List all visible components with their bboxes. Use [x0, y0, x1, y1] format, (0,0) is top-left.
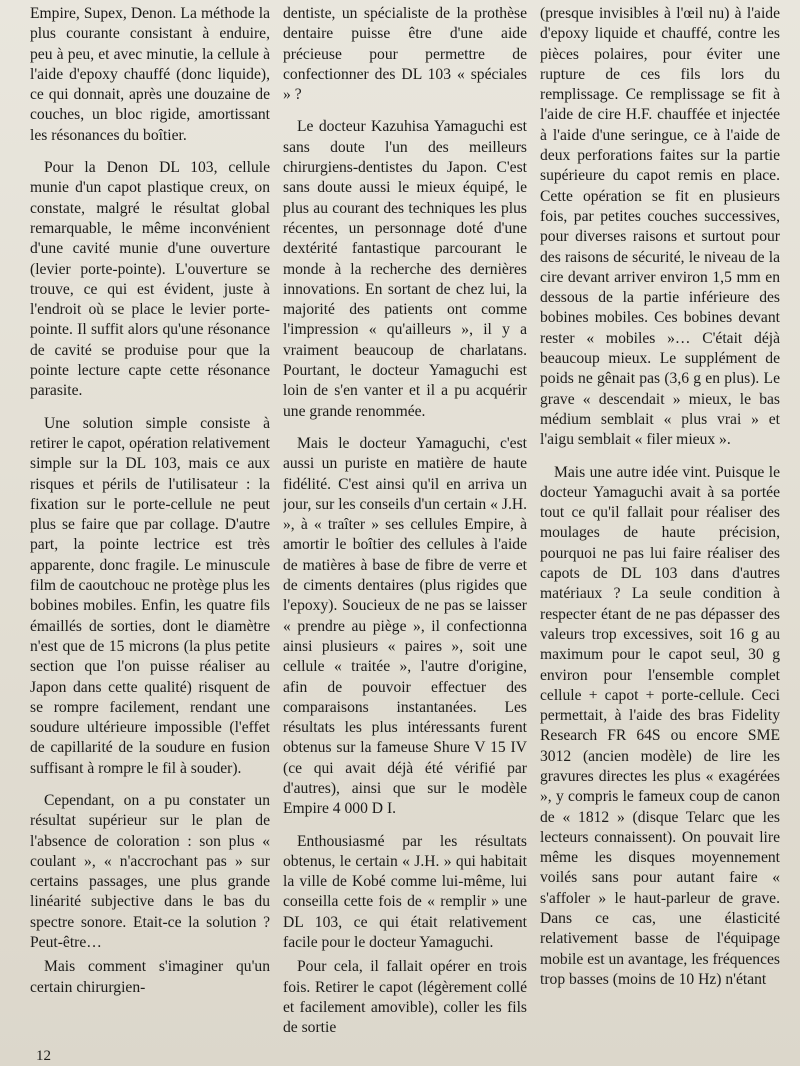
paragraph: Une solution simple consiste à retirer le capot, opération relativement simple sur la DL 103, mais ce aux risques et périls de l'utilisateur : la fixation sur le porte-cellule ne peut plus se faire que par collage. D'autre part, la pointe lectrice est très apparente, donc fragile. Le minuscule film de caoutchouc ne protège plus les bobines mobiles. Enfin, les quatre fils émaillés de sorties, dont le diamètre n'est que de 15 microns (la plus petite section que l'on puisse réaliser au Japon dans cette qualité) risquent de se rompre facilement, rendant une soudure ultérieure impossible (l'effet de capillarité de la soudure en fusion suffisant à rompre le fil à souder). [30, 414, 270, 777]
paragraph: Le docteur Kazuhisa Yamaguchi est sans doute l'un des meilleurs chirurgiens-dentistes du Japon. C'est sans doute aussi le mieux équipé, le plus au courant des techniques les plus récentes, un personnage doté d'une dextérité fantastique parcourant le monde à la recherche des dernières innovations. En sortant de chez lui, la majorité des patients ont comme l'impression « qu'ailleurs », il y a vraiment beaucoup de charlatans. Pourtant, le docteur Yamaguchi est loin de s'en vanter et il a pu acquérir une grande renommée. [283, 118, 527, 420]
text-column-1 [30, 4, 270, 1044]
text-column-2 [283, 4, 527, 1044]
paragraph: Enthousiasmé par les résultats obtenus, le certain « J.H. » qui habitait la ville de Kobé comme lui-même, lui conseilla cette fois de « remplir » une DL 103, ce qui était relativement facile pour le docteur Yamaguchi. [283, 832, 527, 952]
paragraph: Pour cela, il fallait opérer en trois fois. Retirer le capot (légèrement collé et facilement amovible), coller les fils de sortie [283, 958, 527, 1037]
text-column-3 [540, 4, 780, 1044]
paragraph: (presque invisibles à l'œil nu) à l'aide d'epoxy liquide et chauffé, contre les pièces polaires, pour éviter une rupture de ces fils lors du remplissage. Ce remplissage se fit à l'aide de cire H.F. chauffée et injectée à l'aide d'une seringue, ce à l'aide de deux perforations faites sur la partie supérieure du capot remis en place. Cette opération se fit en plusieurs fois, par petites couches successives, pour diverses raisons et surtout pour des raisons de sécurité, le niveau de la cire devant arriver environ 1,5 mm en dessous de la partie inférieure des bobines mobiles. Ces bobines devant rester « mobiles »… C'était déjà beaucoup mieux. Le supplément de poids ne gênait pas (3,6 g en plus). Le grave « descendait » mieux, le bas médium semblait « plus vrai » et l'aigu semblait « filer mieux ». [540, 5, 780, 449]
paragraph: Empire, Supex, Denon. La méthode la plus courante consistant à enduire, peu à peu, et avec minutie, la cellule à l'aide d'epoxy chauffé (donc liquide), ce qui donnait, après une douzaine de couches, un bloc rigide, amortissant les résonances du boîtier. [30, 5, 270, 144]
paragraph: Mais comment s'imaginer qu'un certain chirurgien- [30, 958, 270, 996]
page-number: 12 [36, 1048, 51, 1064]
paragraph: Cependant, on a pu constater un résultat supérieur sur le plan de l'absence de coloration : son plus « coulant », « n'accrochant pas » sur certains passages, une plus grande linéarité subjective dans le bas du spectre sonore. Etait-ce la solution ? Peut-être… [30, 791, 270, 952]
paragraph: Mais une autre idée vint. Puisque le docteur Yamaguchi avait à sa portée tout ce qu'il fallait pour réaliser des moulages de haute précision, pourquoi ne pas lui faire réaliser des capots de DL 103 dans d'autres matériaux ? La seule condition à respecter étant de ne pas dépasser des valeurs trop excessives, soit 16 g au maximum pour le capot seul, 30 g environ pour l'ensemble complet cellule + capot + porte-cellule. Ceci permettait, à l'aide des bras Fidelity Research FR 64S ou encore SME 3012 (ancien modèle) de lire les gravures directes les plus « exagérées », y compris le fameux coup de canon de « 1812 » (disque Telarc que les lecteurs connaissent). On pouvait lire même les disques moyennement voilés sans pour autant faire « s'affoler » le haut-parleur de grave. Dans ce cas, une élasticité relativement basse de l'équipage mobile est un avantage, les fréquences trop basses (moins de 10 Hz) n'étant [540, 463, 780, 988]
paragraph: Mais le docteur Yamaguchi, c'est aussi un puriste en matière de haute fidélité. C'est ainsi qu'il en arriva un jour, sur les conseils d'un certain « J.H. », à « traîter » ses cellules Empire, à amortir le boîtier des cellules à l'aide de matières à base de fibre de verre et de ciments dentaires (plus rigides que l'epoxy). Soucieux de ne pas se laisser « prendre au piège », il confectionna ainsi plusieurs « paires », soit une cellule « traitée », l'autre d'origine, afin de pouvoir effectuer des comparaisons instantanées. Les résultats les plus intéressants furent obtenus sur la fameuse Shure V 15 IV (ce qui avait déjà été vérifié par d'autres), ainsi que sur le modèle Empire 4 000 D I. [283, 434, 527, 818]
paragraph: dentiste, un spécialiste de la prothèse dentaire puisse être d'une aide précieuse pour permettre de confectionner des DL 103 « spéciales » ? [283, 5, 527, 104]
paragraph: Pour la Denon DL 103, cellule munie d'un capot plastique creux, on constate, malgré le résultat global remarquable, le même inconvénient d'une cavité munie d'une ouverture (levier porte-pointe). L'ouverture se trouve, ce qui est évident, juste à l'endroit où se place le levier porte-pointe. Il suffit alors qu'une résonance de cavité se produise pour que la pointe lecture capte cette résonance parasite. [30, 159, 270, 400]
